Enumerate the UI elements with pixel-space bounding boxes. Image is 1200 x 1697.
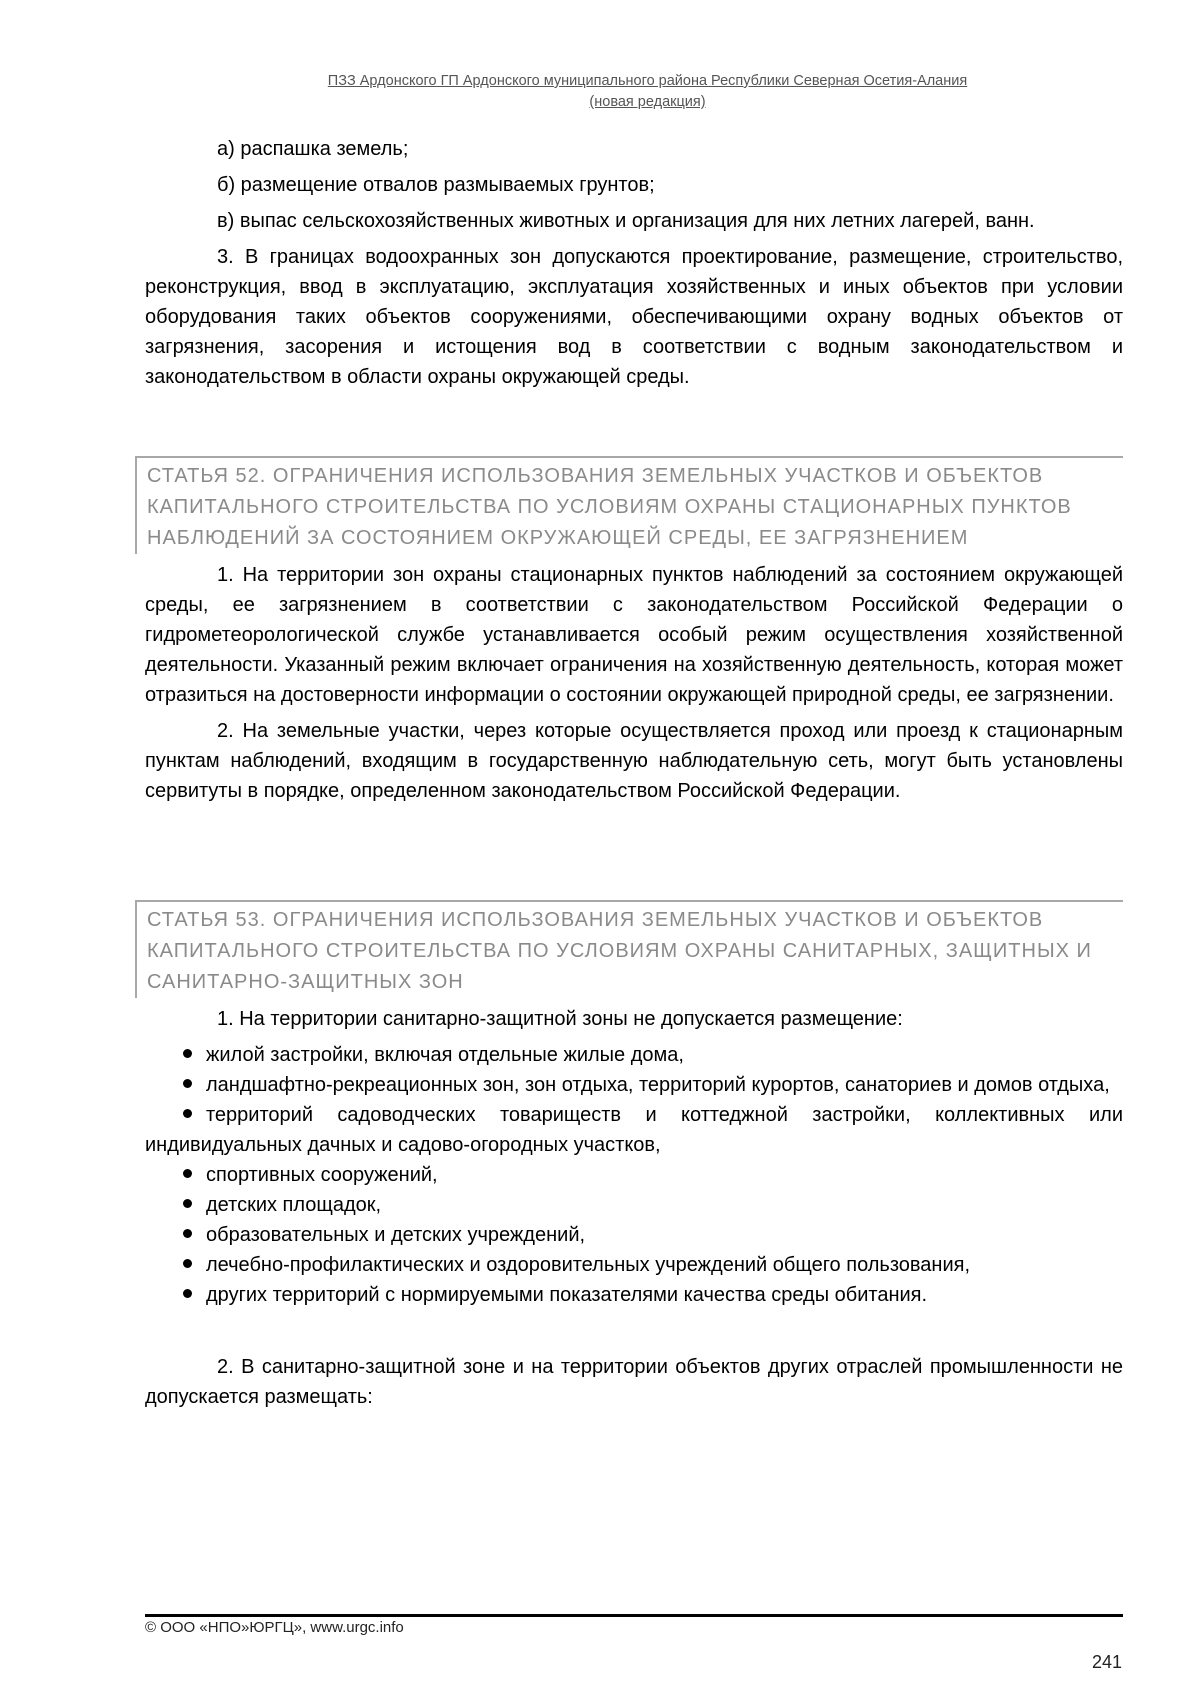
list-item-v: в) выпас сельскохозяйственных животных и организация для них летних лагерей, ванн. [217,210,1035,232]
footer-divider [145,1614,1123,1617]
list-item: образовательных и детских учреждений, [145,1220,1123,1250]
page-number: 241 [1091,1652,1122,1672]
footer-copyright: © ООО «НПО»ЮРГЦ», www.urgc.info [145,1619,404,1636]
article-53-heading: СТАТЬЯ 53. ОГРАНИЧЕНИЯ ИСПОЛЬЗОВАНИЯ ЗЕМЕЛЬНЫХ УЧАСТКОВ И ОБЪЕКТОВ КАПИТАЛЬНОГО СТРОИТЕЛЬСТВА ПО УСЛОВИЯМ ОХРАНЫ САНИТАРНЫХ, ЗАЩИТНЫХ И САНИТАРНО-ЗАЩИТНЫХ ЗОН [135,900,1123,998]
document-body [145,134,1123,1412]
bullet-icon [183,1169,192,1178]
header-subtitle: (новая редакция) [589,94,706,110]
page-header [145,71,1150,113]
list-item: лечебно-профилактических и оздоровительных учреждений общего пользования, [145,1250,1123,1280]
list-item: спортивных сооружений, [145,1160,1123,1190]
bullet-icon [183,1049,192,1058]
list-item: детских площадок, [145,1190,1123,1220]
bullet-icon [183,1199,192,1208]
paragraph-3: 3. В границах водоохранных зон допускаются проектирование, размещение, строительство, реконструкция, ввод в эксплуатацию, эксплуатация хозяйственных и иных объектов при условии оборудования таких объектов сооружениями, обеспечивающими охрану водных объектов от загрязнения, засорения и истощения вод в соответствии с водным законодательством и законодательством в области охраны окружающей среды. [145,246,1123,388]
article-52-paragraph-2: 2. На земельные участки, через которые осуществляется проход или проезд к стационарным пунктам наблюдений, входящим в государственную наблюдательную сеть, могут быть установлены сервитуты в порядке, определенном законодательством Российской Федерации. [145,720,1123,802]
article-52-paragraph-1: 1. На территории зон охраны стационарных пунктов наблюдений за состоянием окружающей среды, ее загрязнением в соответствии с законодательством Российской Федерации о гидрометеорологической службе устанавливается особый режим осуществления хозяйственной деятельности. Указанный режим включает ограничения на хозяйственную деятельность, которая может отразиться на достоверности информации о состоянии окружающей природной среды, ее загрязнении. [145,564,1123,706]
article-53-bullet-list [145,1040,1123,1310]
list-item: ландшафтно-рекреационных зон, зон отдыха, территорий курортов, санаториев и домов отдыха, [145,1070,1123,1100]
list-item-a: а) распашка земель; [217,138,409,160]
list-item: других территорий с нормируемыми показателями качества среды обитания. [145,1280,1123,1310]
list-item: жилой застройки, включая отдельные жилые дома, [145,1040,1123,1070]
bullet-icon [183,1289,192,1298]
list-item: территорий садоводческих товариществ и коттеджной застройки, коллективных или индивидуальных дачных и садово-огородных участков, [145,1104,1123,1156]
article-53-paragraph-1: 1. На территории санитарно-защитной зоны не допускается размещение: [217,1008,903,1030]
bullet-icon [183,1259,192,1268]
list-item-b: б) размещение отвалов размываемых грунтов; [217,174,655,196]
bullet-icon [183,1109,192,1118]
article-52-heading: СТАТЬЯ 52. ОГРАНИЧЕНИЯ ИСПОЛЬЗОВАНИЯ ЗЕМЕЛЬНЫХ УЧАСТКОВ И ОБЪЕКТОВ КАПИТАЛЬНОГО СТРОИТЕЛЬСТВА ПО УСЛОВИЯМ ОХРАНЫ СТАЦИОНАРНЫХ ПУНКТОВ НАБЛЮДЕНИЙ ЗА СОСТОЯНИЕМ ОКРУЖАЮЩЕЙ СРЕДЫ, ЕЕ ЗАГРЯЗНЕНИЕМ [135,456,1123,554]
article-53-paragraph-2: 2. В санитарно-защитной зоне и на территории объектов других отраслей промышленности не допускается размещать: [145,1356,1123,1408]
bullet-icon [183,1079,192,1088]
header-title: ПЗЗ Ардонского ГП Ардонского муниципального района Республики Северная Осетия-Алания [327,73,968,89]
bullet-icon [183,1229,192,1238]
